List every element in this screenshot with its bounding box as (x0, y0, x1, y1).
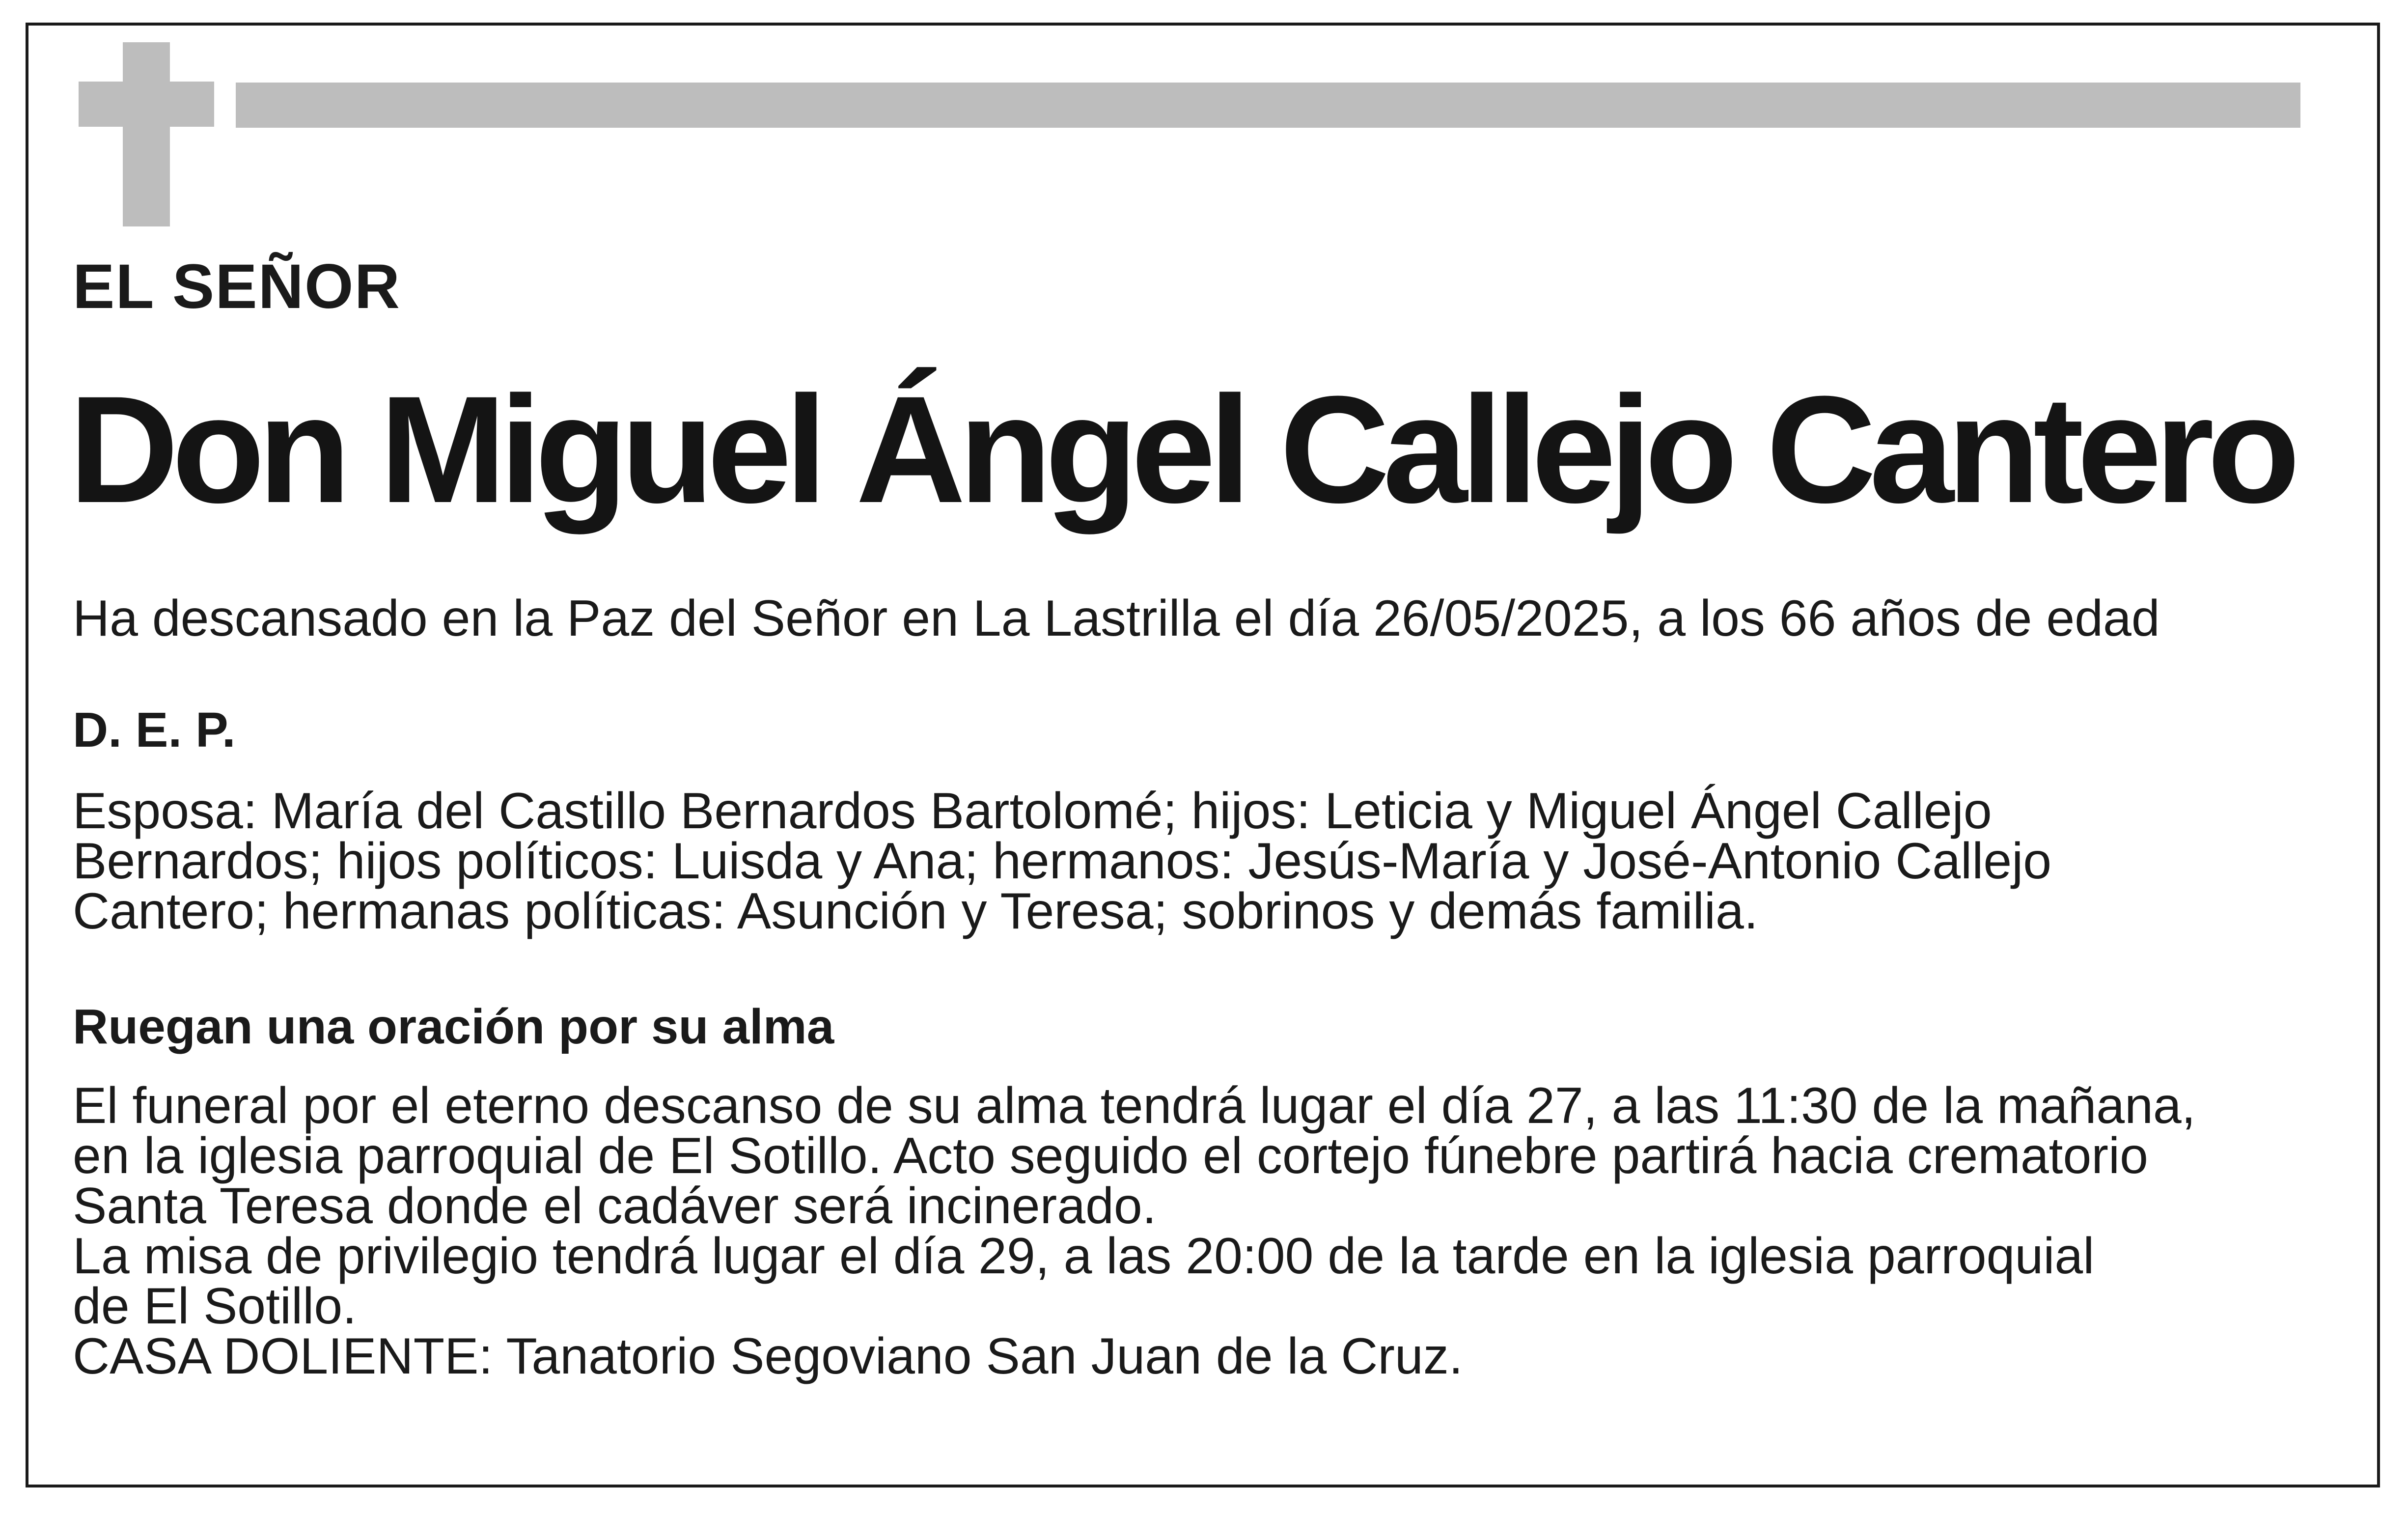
family-line: Bernardos; hijos políticos: Luisda y Ana; hermanos: Jesús-María y José-Antonio Callejo (73, 833, 2052, 890)
deceased-name: Don Miguel Ángel Callejo Cantero (69, 364, 2294, 534)
dep-abbreviation: D. E. P. (73, 702, 236, 758)
funeral-line: El funeral por el eterno descanso de su alma tendrá lugar el día 27, a las 11:30 de la mañana, (73, 1077, 2196, 1134)
family-line: Esposa: María del Castillo Bernardos Bartolomé; hijos: Leticia y Miguel Ángel Callejo (73, 783, 1992, 840)
honorific: EL SEÑOR (73, 252, 401, 322)
family-line: Cantero; hermanas políticas: Asunción y Teresa; sobrinos y demás familia. (73, 883, 1758, 940)
family-paragraph (73, 783, 2052, 940)
death-notice: Ha descansado en la Paz del Señor en La Lastrilla el día 26/05/2025, a los 66 años de edad (73, 590, 2160, 647)
cross-vertical-bar (123, 42, 170, 226)
cross-horizontal-bar (79, 82, 214, 127)
header-rule (236, 83, 2300, 128)
funeral-paragraph (73, 1077, 2196, 1385)
funeral-line: en la iglesia parroquial de El Sotillo. Acto seguido el cortejo fúnebre partirá hacia crematorio (73, 1127, 2148, 1184)
funeral-line: La misa de privilegio tendrá lugar el día 29, a las 20:00 de la tarde en la iglesia parroquial (73, 1228, 2095, 1285)
funeral-line: CASA DOLIENTE: Tanatorio Segoviano San Juan de la Cruz. (73, 1328, 1463, 1385)
funeral-line: de El Sotillo. (73, 1278, 357, 1335)
prayer-request: Ruegan una oración por su alma (73, 999, 834, 1054)
funeral-line: Santa Teresa donde el cadáver será incinerado. (73, 1178, 1157, 1234)
